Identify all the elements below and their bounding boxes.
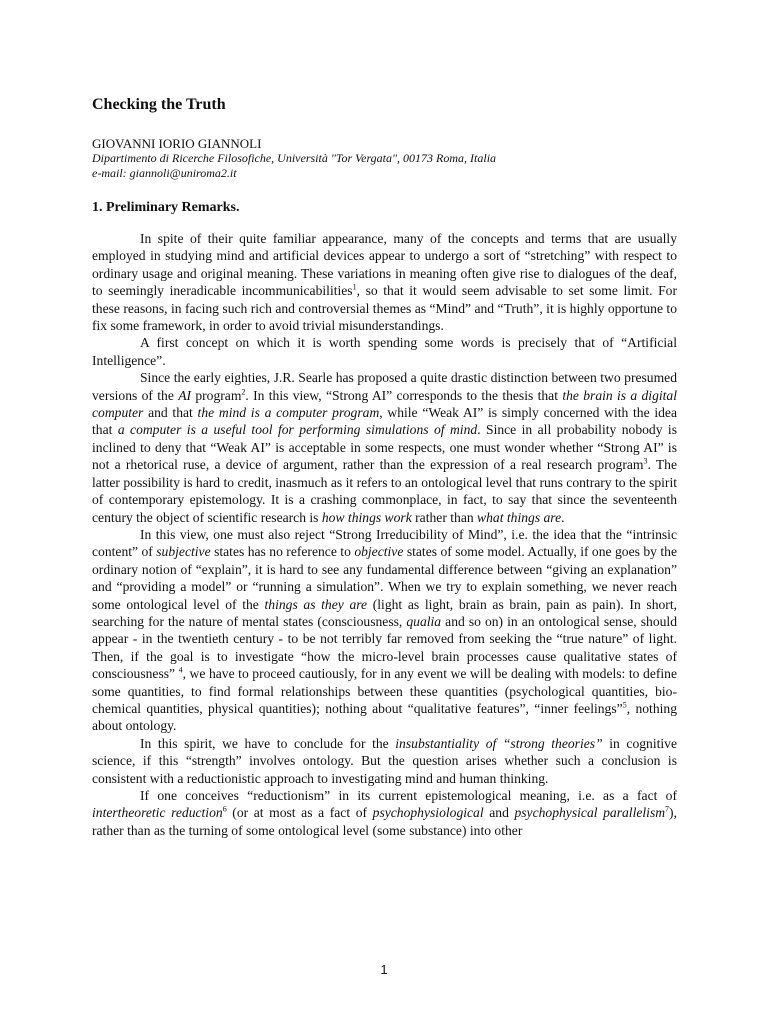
paragraph-3: Since the early eighties, J.R. Searle has proposed a quite drastic distinction between two presumed versions of the AI program$^2$. In this view, “Strong AI” corresponds to the thesis that the brain is a digital computer and that the mind is a computer program, while “Weak AI” is simply concerned with the idea that a computer is a useful tool for performing simulations of mind. Since in all probability nobody is inclined to deny that “Weak AI” is acceptable in some respects, one must wonder whether “Strong AI” is not a rhetorical ruse, a device of argument, rather than the expression of a real research program$^3$. The latter possibility is hard to credit, inasmuch as it refers to an ontological level that runs contrary to the spirit of contemporary epistemology. It is a crashing commonplace, in fact, to say that since the seventeenth century the object of scientific research is how things work rather than what things are. bbox=[92, 370, 678, 525]
footnote-ref-1[interactable]: 1 bbox=[352, 282, 357, 292]
paragraph-5: In this spirit, we have to conclude for the insubstantiality of “strong theories” in cognitive science, if this “strength” involves ontology. But the question arises whether such a conclusion is consistent with a reductionistic approach to investigating mind and human thinking. bbox=[92, 735, 677, 786]
paper-title: Checking the Truth bbox=[92, 96, 226, 113]
footnote-ref-4[interactable]: 4 bbox=[178, 665, 183, 675]
paragraph-1: In spite of their quite familiar appearance, many of the concepts and terms that are usually employed in studying mind and artificial devices appear to undergo a sort of “stretching” with respect to ordinary usage and original meaning. These variations in meaning often give rise to dialogues of the deaf, to seemingly ineradicable incommunicabilities$^1$, so that it would seem advisable to set some limit. For these reasons, in facing such rich and controversial themes as “Mind” and “Truth”, it is highly opportune to fix some framework, in order to avoid trivial misunderstandings. bbox=[92, 231, 677, 334]
footnote-ref-7[interactable]: 7 bbox=[665, 804, 670, 814]
author-affiliation: Dipartimento di Ricerche Filosofiche, Università "Tor Vergata", 00173 Roma, Italia bbox=[92, 151, 497, 165]
paragraph-4: In this view, one must also reject “Strong Irreducibility of Mind”, i.e. the idea that the “intrinsic content” of subjective states has no reference to objective states of some model. Actually, if one goes by the ordinary notion of “explain”, it is hard to see any fundamental difference between “giving an explanation” and “providing a model” or “running a simulation”. When we try to explain something, we never reach some ontological level of the things as they are (light as light, brain as brain, pain as pain). In short, searching for the nature of mental states (consciousness, qualia and so on) in an ontological sense, should appear - in the twentieth century - to be not terribly far removed from seeking the “true nature” of light. Then, if the goal is to investigate “how the micro-level brain processes cause qualitative states of consciousness” $^4$, we have to proceed cautiously, for in any event we will be dealing with models: to define some quantities, to find formal relationships between these quantities (psychological quantities, bio-chemical quantities, physical quantities); nothing about “qualitative features”, “inner feelings”$^5$, nothing about ontology. bbox=[92, 526, 678, 734]
author-email: e-mail: giannoli@uniroma2.it bbox=[92, 166, 237, 180]
author-name: GIOVANNI IORIO GIANNOLI bbox=[92, 136, 262, 151]
footnote-ref-3[interactable]: 3 bbox=[643, 456, 648, 466]
footnote-ref-6[interactable]: 6 bbox=[222, 804, 227, 814]
section-heading: 1. Preliminary Remarks. bbox=[92, 200, 240, 215]
footnote-ref-5[interactable]: 5 bbox=[622, 700, 627, 710]
body-text bbox=[92, 230, 677, 839]
footnote-ref-2[interactable]: 2 bbox=[241, 387, 246, 397]
paragraph-2: A first concept on which it is worth spending some words is precisely that of “Artificial Intelligence”. bbox=[92, 335, 677, 368]
page-number: 1 bbox=[380, 962, 388, 977]
paragraph-6: If one conceives “reductionism” in its current epistemological meaning, i.e. as a fact of intertheoretic reduction$^6$ (or at most as a fact of psychophysiological and psychophysical parallelism$^7$), rather than as the turning of some ontological level (some substance) into other bbox=[92, 788, 677, 838]
